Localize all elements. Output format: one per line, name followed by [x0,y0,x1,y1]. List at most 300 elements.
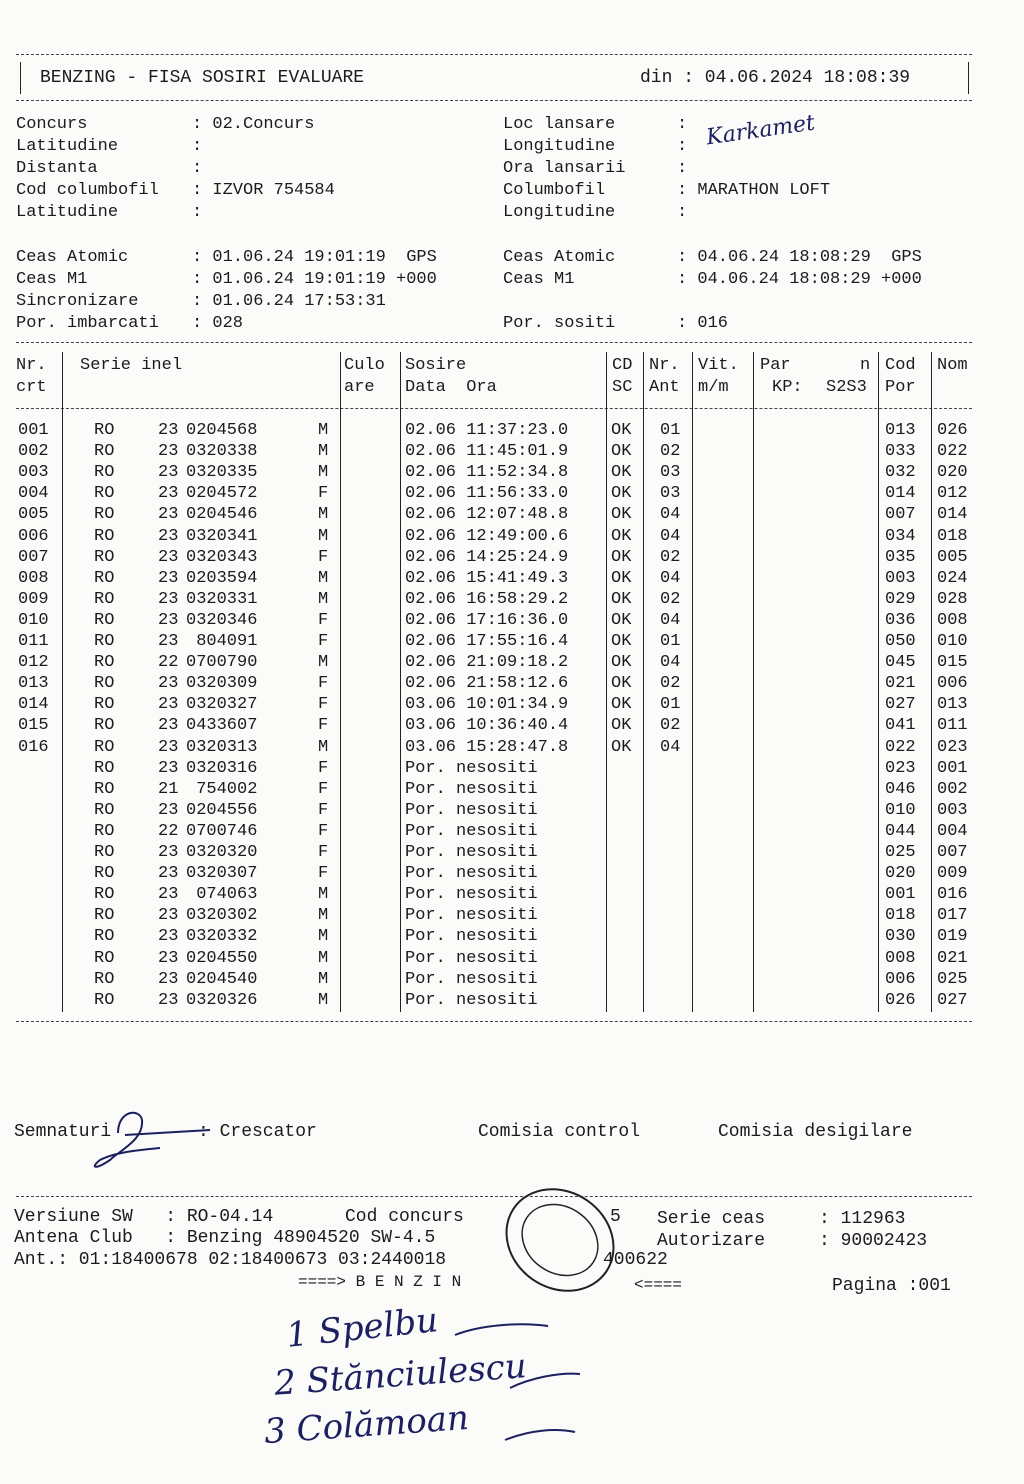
cell-country: RO [94,442,115,462]
cell-cd: OK [611,463,632,483]
col-ant-sub: Ant [649,378,680,397]
cell-sex: M [318,990,329,1010]
cell-sex: M [318,526,329,546]
footer-cod-concurs: Cod concurs [345,1207,464,1227]
cell-nom: 025 [937,969,968,989]
cell-nom: 015 [937,653,968,673]
cell-country: RO [94,990,115,1010]
cell-nom: 020 [937,463,968,483]
cell-ring: 0203594 [186,568,258,588]
info-label: Longitudine [503,137,616,156]
cell-cod: 025 [885,843,916,862]
clock-value: : 028 [192,314,244,333]
cell-year: 23 [158,695,179,715]
cell-cod: 026 [885,990,916,1010]
cell-country: RO [94,758,115,778]
cell-country: RO [94,800,115,820]
info-value: : [192,137,203,156]
cell-year: 23 [158,589,179,609]
cell-country: RO [94,526,115,546]
cell-year: 23 [158,948,179,968]
cell-ring: 0320338 [186,442,258,462]
cell-sex: F [318,484,329,504]
report-date: din : 04.06.2024 18:08:39 [640,68,911,88]
cell-sex: M [318,737,329,757]
clock-label: Por. imbarcati [16,314,159,333]
cell-cod: 022 [885,737,916,757]
cell-year: 23 [158,885,179,905]
cell-sex: M [318,885,329,905]
cell-cd: OK [611,442,632,462]
cell-ant: 04 [660,610,681,630]
signature-comisia-control: Comisia control [478,1122,641,1142]
clock-value: : 04.06.24 18:08:29 +000 [677,270,922,289]
cell-nom: 019 [937,927,968,947]
cell-sex: F [318,864,329,884]
cell-sex: M [318,927,329,947]
cell-nom: 012 [937,484,968,504]
cell-nr: 009 [18,589,49,609]
cell-ant: 02 [660,674,681,694]
cell-nr: 008 [18,568,49,588]
cell-sex: M [318,589,329,609]
cell-cod: 044 [885,821,916,841]
cell-country: RO [94,716,115,736]
cell-sex: F [318,716,329,736]
cell-ant: 04 [660,653,681,673]
col-culoare-sub: are [344,378,375,397]
cell-ring: 0320335 [186,463,258,483]
footer-cod-concurs-value: 5 [610,1207,621,1227]
cell-country: RO [94,927,115,947]
cell-sosire: 02.06 17:16:36.0 [405,610,569,630]
cell-nom: 024 [937,568,968,588]
cell-sosire: Por. nesositi [405,885,538,905]
cell-year: 23 [158,463,179,483]
cell-cod: 013 [885,421,916,440]
info-value: : IZVOR 754584 [192,181,335,200]
cell-cod: 007 [885,505,916,525]
info-value: : [677,203,688,222]
cell-country: RO [94,674,115,694]
cell-sosire: Por. nesositi [405,927,538,947]
cell-ant: 02 [660,442,681,462]
col-nr: Nr. [16,356,47,375]
clock-label: Por. sositi [503,314,616,333]
info-label: Loc lansare [503,115,616,134]
cell-sosire: 03.06 10:36:40.4 [405,716,569,736]
cell-nom: 028 [937,589,968,609]
cell-ring: 0204568 [186,421,258,440]
cell-cod: 010 [885,800,916,820]
info-label: Concurs [16,115,88,134]
cell-sex: F [318,821,329,841]
cell-cd: OK [611,695,632,715]
cell-ant: 04 [660,526,681,546]
cell-ring: 0320332 [186,927,258,947]
cell-sex: F [318,800,329,820]
cell-cod: 029 [885,589,916,609]
cell-nom: 009 [937,864,968,884]
cell-country: RO [94,463,115,483]
cell-nom: 014 [937,505,968,525]
cell-year: 23 [158,843,179,862]
col-cod: Cod [885,356,916,375]
cell-country: RO [94,885,115,905]
cell-sosire: 02.06 11:52:34.8 [405,463,569,483]
clock-value: : 01.06.24 19:01:19 +000 [192,270,437,289]
cell-sosire: 02.06 15:41:49.3 [405,568,569,588]
signature-comisia-desigilare: Comisia desigilare [718,1122,913,1142]
info-value: : [677,137,688,156]
cell-sex: M [318,421,329,440]
cell-year: 22 [158,653,179,673]
col-sosire-sub: Data Ora [405,378,497,397]
cell-nom: 005 [937,547,968,567]
clock-value: : 016 [677,314,729,333]
clock-label: Ceas Atomic [16,248,129,267]
cell-sex: F [318,632,329,651]
cell-sosire: Por. nesositi [405,821,538,841]
info-value: : [677,115,688,134]
signature-scribble [95,1113,210,1167]
cell-sosire: 02.06 17:55:16.4 [405,632,569,651]
cell-ring: 0204572 [186,484,258,504]
cell-sosire: 02.06 11:45:01.9 [405,442,569,462]
cell-year: 23 [158,969,179,989]
cell-nr: 007 [18,547,49,567]
cell-country: RO [94,737,115,757]
info-value: : 02.Concurs [192,115,315,134]
cell-ring: 0320316 [186,758,258,778]
cell-nom: 004 [937,821,968,841]
cell-year: 23 [158,906,179,926]
cell-sex: F [318,779,329,799]
cell-sosire: 03.06 10:01:34.9 [405,695,569,715]
cell-cod: 045 [885,653,916,673]
cell-year: 23 [158,505,179,525]
col-nr-sub: crt [16,378,47,397]
cell-year: 23 [158,674,179,694]
cell-country: RO [94,695,115,715]
cell-country: RO [94,505,115,525]
cell-cod: 003 [885,568,916,588]
col-par: Par [760,356,791,375]
cell-country: RO [94,484,115,504]
cell-sex: M [318,653,329,673]
cell-ring: 0204546 [186,505,258,525]
cell-nom: 026 [937,421,968,440]
cell-ring: 804091 [186,632,258,651]
cell-country: RO [94,779,115,799]
cell-year: 23 [158,990,179,1010]
cell-sex: F [318,843,329,862]
info-label: Latitudine [16,203,119,222]
cell-cd: OK [611,632,632,651]
cell-ant: 01 [660,695,681,715]
cell-sosire: 02.06 16:58:29.2 [405,589,569,609]
handwritten-result: 2 Stănciulescu [272,1346,528,1404]
cell-ring: 0320341 [186,526,258,546]
col-cd: CD [612,356,633,375]
cell-nr: 002 [18,442,49,462]
cell-year: 23 [158,758,179,778]
cell-cd: OK [611,589,632,609]
info-value: : [192,203,203,222]
cell-country: RO [94,547,115,567]
handwritten-underlines [455,1324,580,1440]
cell-nr: 005 [18,505,49,525]
cell-cod: 035 [885,547,916,567]
cell-cod: 036 [885,610,916,630]
cell-cd: OK [611,568,632,588]
cell-ant: 01 [660,421,681,440]
cell-sosire: Por. nesositi [405,864,538,884]
cell-sosire: 02.06 12:07:48.8 [405,505,569,525]
page-title: BENZING - FISA SOSIRI EVALUARE [40,68,365,88]
cell-sosire: Por. nesositi [405,948,538,968]
cell-year: 23 [158,864,179,884]
cell-ring: 0320346 [186,610,258,630]
cell-cd: OK [611,484,632,504]
cell-ring: 0204556 [186,800,258,820]
cell-nr: 003 [18,463,49,483]
cell-cod: 041 [885,716,916,736]
cell-country: RO [94,821,115,841]
cell-sosire: 02.06 14:25:24.9 [405,547,569,567]
cell-cd: OK [611,716,632,736]
cell-sex: M [318,442,329,462]
col-sosire: Sosire [405,356,467,375]
cell-nom: 003 [937,800,968,820]
footer-autorizare: Autorizare : 90002423 [657,1231,928,1251]
cell-sosire: Por. nesositi [405,990,538,1010]
cell-nr: 004 [18,484,49,504]
cell-sex: M [318,948,329,968]
col-vit-sub: m/m [698,378,729,397]
cell-nom: 010 [937,632,968,651]
cell-ring: 0320302 [186,906,258,926]
info-label: Distanta [16,159,98,178]
footer-pagina: Pagina :001 [832,1276,951,1296]
cell-nom: 022 [937,442,968,462]
cell-cod: 008 [885,948,916,968]
footer-serie-ceas: Serie ceas : 112963 [657,1209,906,1229]
cell-nom: 002 [937,779,968,799]
info-value: : MARATHON LOFT [677,181,831,200]
clock-label: Ceas Atomic [503,248,616,267]
col-nom: Nom [937,356,968,375]
info-label: Ora lansarii [503,159,626,178]
cell-year: 23 [158,610,179,630]
clock-value: : 04.06.24 18:08:29 GPS [677,248,922,267]
cell-sex: F [318,610,329,630]
cell-ant: 04 [660,505,681,525]
cell-nr: 016 [18,737,49,757]
cell-ring: 0320326 [186,990,258,1010]
cell-nr: 012 [18,653,49,673]
cell-ring: 0700746 [186,821,258,841]
info-label: Longitudine [503,203,616,222]
cell-country: RO [94,969,115,989]
cell-cd: OK [611,547,632,567]
cell-country: RO [94,906,115,926]
cell-nom: 027 [937,990,968,1010]
cell-ring: 0320309 [186,674,258,694]
cell-ant: 02 [660,589,681,609]
cell-ring: 0320327 [186,695,258,715]
cell-cod: 001 [885,885,916,905]
cell-sosire: 02.06 11:56:33.0 [405,484,569,504]
cell-ring: 754002 [186,779,258,799]
info-label: Latitudine [16,137,119,156]
cell-cd: OK [611,653,632,673]
footer-banner-tail: <==== [634,1276,683,1294]
handwritten-result: 1 Spelbu [284,1300,440,1356]
cell-cod: 023 [885,758,916,778]
cell-sex: F [318,547,329,567]
cell-year: 23 [158,800,179,820]
cell-country: RO [94,421,115,440]
cell-ring: 0320331 [186,589,258,609]
info-value: : [192,159,203,178]
cell-cod: 006 [885,969,916,989]
cell-sosire: Por. nesositi [405,843,538,862]
footer-versiune: Versiune SW : RO-04.14 [14,1207,274,1227]
cell-cd: OK [611,526,632,546]
cell-year: 23 [158,927,179,947]
cell-country: RO [94,610,115,630]
cell-cd: OK [611,737,632,757]
cell-cod: 034 [885,526,916,546]
cell-sosire: 02.06 11:37:23.0 [405,421,569,440]
cell-cd: OK [611,674,632,694]
cell-cod: 014 [885,484,916,504]
cell-country: RO [94,568,115,588]
cell-cod: 030 [885,927,916,947]
cell-ant: 03 [660,484,681,504]
cell-ant: 01 [660,632,681,651]
info-label: Cod columbofil [16,181,159,200]
cell-sex: F [318,674,329,694]
cell-nom: 021 [937,948,968,968]
cell-sex: M [318,906,329,926]
cell-cd: OK [611,505,632,525]
signature-crescator: : Crescator [198,1122,317,1142]
cell-sosire: 02.06 12:49:00.6 [405,526,569,546]
cell-year: 23 [158,547,179,567]
cell-nom: 011 [937,716,968,736]
handwritten-result: 3 Colămoan [262,1397,471,1453]
club-stamp [487,1169,634,1312]
cell-sosire: Por. nesositi [405,758,538,778]
cell-ring: 0320313 [186,737,258,757]
cell-nom: 008 [937,610,968,630]
cell-sosire: 02.06 21:09:18.2 [405,653,569,673]
cell-sex: M [318,463,329,483]
cell-nom: 023 [937,737,968,757]
cell-ring: 0433607 [186,716,258,736]
cell-year: 23 [158,737,179,757]
handwritten-release-place: Karkamet [704,110,817,151]
footer-benzing-banner: ====> B E N Z I N [298,1273,462,1291]
cell-ant: 02 [660,547,681,567]
cell-sosire: 02.06 21:58:12.6 [405,674,569,694]
cell-cod: 020 [885,864,916,884]
clock-value: : 01.06.24 19:01:19 GPS [192,248,437,267]
cell-nr: 001 [18,421,49,440]
clock-label: Ceas M1 [16,270,88,289]
cell-cod: 050 [885,632,916,651]
footer-ant-tail: 400622 [603,1250,668,1270]
col-n-sub: S2S3 [826,378,867,397]
clock-label: Ceas M1 [503,270,575,289]
cell-nom: 017 [937,906,968,926]
col-serie: Serie inel [80,356,183,375]
cell-nr: 011 [18,632,49,651]
cell-year: 22 [158,821,179,841]
cell-nr: 013 [18,674,49,694]
cell-sex: M [318,969,329,989]
cell-nr: 015 [18,716,49,736]
clock-value: : 01.06.24 17:53:31 [192,292,386,311]
col-vit: Vit. [698,356,739,375]
footer-antena: Antena Club : Benzing 48904520 SW-4.5 [14,1228,436,1248]
cell-nr: 014 [18,695,49,715]
cell-ring: 0204540 [186,969,258,989]
cell-sex: M [318,505,329,525]
cell-nom: 013 [937,695,968,715]
cell-cd: OK [611,610,632,630]
cell-sosire: Por. nesositi [405,779,538,799]
cell-nom: 006 [937,674,968,694]
cell-year: 23 [158,568,179,588]
col-par-sub: KP: [772,378,803,397]
cell-country: RO [94,653,115,673]
cell-ring: 0700790 [186,653,258,673]
cell-year: 23 [158,421,179,440]
cell-cd: OK [611,421,632,440]
cell-sosire: Por. nesositi [405,800,538,820]
cell-nom: 018 [937,526,968,546]
cell-ant: 03 [660,463,681,483]
cell-nom: 007 [937,843,968,862]
clock-label: Sincronizare [16,292,139,311]
info-value: : [677,159,688,178]
cell-ring: 0320320 [186,843,258,862]
cell-sosire: 03.06 15:28:47.8 [405,737,569,757]
cell-ring: 0320343 [186,547,258,567]
cell-year: 23 [158,632,179,651]
cell-nom: 001 [937,758,968,778]
cell-ring: 074063 [186,885,258,905]
cell-cod: 027 [885,695,916,715]
cell-cod: 033 [885,442,916,462]
cell-ant: 04 [660,568,681,588]
cell-year: 23 [158,442,179,462]
cell-ring: 0320307 [186,864,258,884]
cell-ring: 0204550 [186,948,258,968]
col-cod-sub: Por [885,378,916,397]
cell-nom: 016 [937,885,968,905]
footer-ant-line: Ant.: 01:18400678 02:18400673 03:2440018 [14,1250,447,1270]
col-ant: Nr. [649,356,680,375]
cell-cod: 018 [885,906,916,926]
cell-sosire: Por. nesositi [405,906,538,926]
cell-country: RO [94,864,115,884]
cell-sosire: Por. nesositi [405,969,538,989]
cell-country: RO [94,589,115,609]
